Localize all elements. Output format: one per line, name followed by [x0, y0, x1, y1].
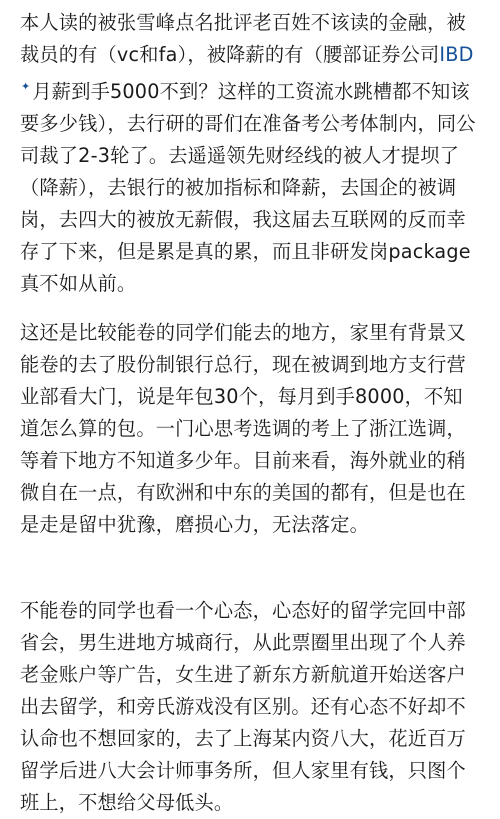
sparkle-icon[interactable]: ✦	[21, 80, 31, 93]
paragraph-3: 不能卷的同学也看一个心态，心态好的留学完回中部省会，男生进地方城商行，从此票圈里出现了个人养老金账户等广告，女生进了新东方新航道开始送客户出去留学，和旁氏游戏没有区别。还有心态不好却不认命也不想回家的，去了上海某内资八大，花近百万留学后进八大会计师事务所，但人家里有钱，只图个班上，不想给父母低头。	[20, 599, 466, 814]
paragraph-2: 这还是比较能卷的同学们能去的地方，家里有背景又能卷的去了股份制银行总行，现在被调到地方支行营业部看大门，说是年包30个，每月到手8000，不知道怎么算的包。一门心思考选调的考上了浙江选调，等着下地方不知道多少年。目前来看，海外就业的稍微自在一点，有欧洲和中东的美国的都有，但是也在是走是留中犹豫，磨损心力，无法落定。	[20, 321, 466, 536]
paragraph-1-text-before: 本人读的被张雪峰点名批评老百姓不该读的金融，被裁员的有（vc和fa），被降薪的有（腰部证券公司	[20, 11, 466, 66]
paragraph-1-text-after: 月薪到手5000不到？这样的工资流水跳槽都不知该要多少钱），去行研的哥们在准备考公考体制内，同公司裁了2-3轮了。去遥遥领先财经线的被人才提坝了（降薪），去银行的被加指标和降薪，去国企的被调岗，去四大的被放无薪假，我这届去互联网的反而幸存了下来，但是累是真的累，而且非研发岗package真不如从前。	[20, 80, 476, 295]
paragraph-1	[20, 7, 480, 300]
ibd-link[interactable]: IBD	[439, 43, 474, 66]
